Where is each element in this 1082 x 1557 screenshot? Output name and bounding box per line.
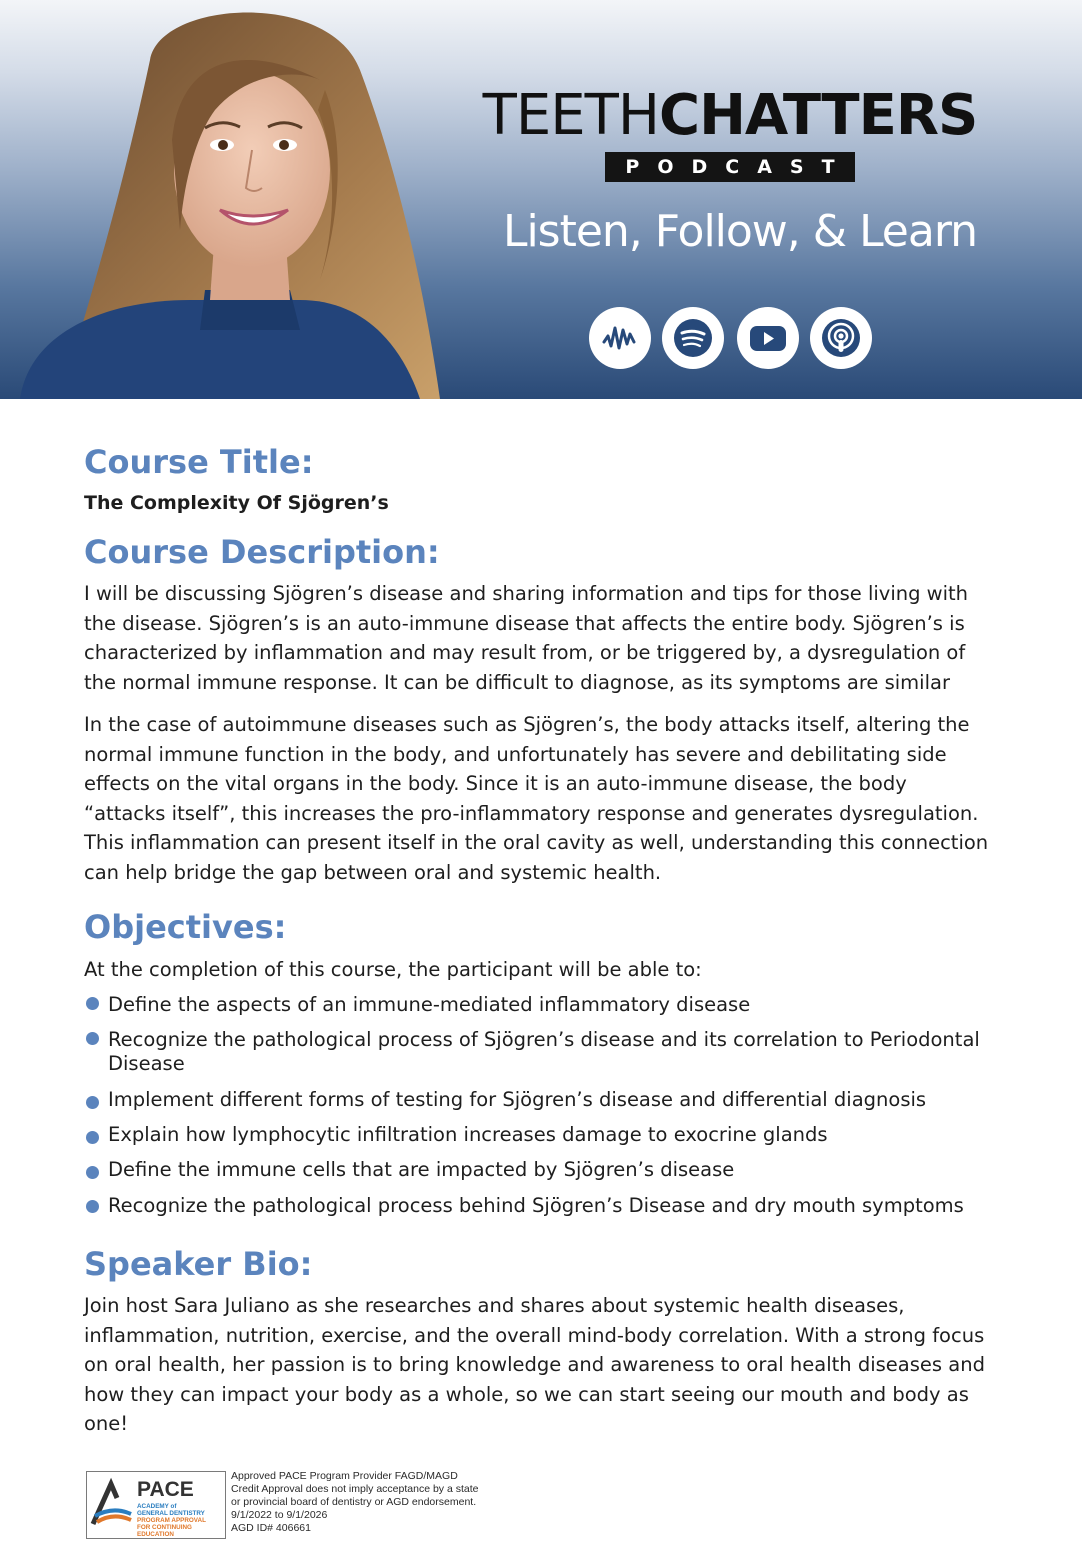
- pace-approval-line: AGD ID# 406661: [231, 1522, 311, 1534]
- podcast-logo: [460, 84, 1000, 182]
- pace-line: ACADEMY of: [137, 1503, 177, 1510]
- logo-title: [460, 84, 1000, 148]
- speaker-bio-text: Join host Sara Juliano as she researches and shares about systemic health diseases, inflammation, nutrition, exercise, and the overall mind-body correlation. With a strong focus on oral health, her passion is to bring knowledge and awareness to oral health diseases and how they can impact your body as a whole, so we can start seeing our mouth and body as one!: [84, 1294, 985, 1435]
- logo-podcast-tag: PODCAST: [605, 152, 854, 182]
- bullet-dot: [86, 1032, 99, 1045]
- logo-chatters: CHATTERS: [658, 83, 978, 148]
- course-description-heading: Course Description:: [84, 533, 440, 571]
- apple-podcasts-icon[interactable]: [810, 307, 872, 369]
- bullet-dot: [86, 1131, 99, 1144]
- bullet-dot: [86, 997, 99, 1010]
- youtube-icon[interactable]: [737, 307, 799, 369]
- bullet-dot: [86, 1166, 99, 1179]
- pace-logo: [86, 1471, 226, 1539]
- pace-line: FOR CONTINUING: [137, 1524, 192, 1531]
- objective-text: Define the aspects of an immune-mediated inflammatory disease: [108, 993, 751, 1016]
- pace-a-mark-icon: [89, 1476, 135, 1536]
- objective-text: Define the immune cells that are impacted by Sjögren’s disease: [108, 1158, 735, 1181]
- logo-teeth: TEETH: [482, 83, 659, 148]
- pace-approval-line: Credit Approval does not imply acceptance by a state: [231, 1483, 479, 1495]
- bullet-dot: [86, 1096, 99, 1109]
- pace-line: PROGRAM APPROVAL: [137, 1517, 206, 1524]
- speaker-bio-heading: Speaker Bio:: [84, 1245, 313, 1283]
- course-title-value: The Complexity Of Sjögren’s: [84, 492, 389, 514]
- host-portrait: [0, 0, 460, 399]
- objective-text: Explain how lymphocytic infiltration increases damage to exocrine glands: [108, 1123, 828, 1146]
- pace-approval-line: or provincial board of dentistry or AGD endorsement.: [231, 1496, 477, 1508]
- podcast-waveform-icon[interactable]: [589, 307, 651, 369]
- pace-word: PACE: [137, 1478, 194, 1501]
- objectives-heading: Objectives:: [84, 908, 287, 946]
- objectives-intro: At the completion of this course, the participant will be able to:: [84, 958, 702, 981]
- objective-text: Recognize the pathological process behind Sjögren’s Disease and dry mouth symptoms: [108, 1194, 964, 1217]
- pace-line: EDUCATION: [137, 1531, 174, 1538]
- header-banner: [0, 0, 1082, 399]
- course-title-heading: Course Title:: [84, 443, 314, 481]
- objective-text: Recognize the pathological process of Sjögren’s disease and its correlation to Periodontal Disease: [108, 1028, 980, 1075]
- pace-approval-text: [231, 1470, 531, 1535]
- spotify-icon[interactable]: [662, 307, 724, 369]
- pace-approval-line: 9/1/2022 to 9/1/2026: [231, 1509, 328, 1521]
- bullet-dot: [86, 1200, 99, 1213]
- objective-text: Implement different forms of testing for Sjögren’s disease and differential diagnosis: [108, 1088, 927, 1111]
- tagline: Listen, Follow, & Learn: [502, 206, 978, 257]
- course-description-paragraph-1: I will be discussing Sjögren’s disease and sharing information and tips for those living with the disease. Sjögren’s is an auto-immune disease that affects the entire body. Sjögren’s is characterized by inflammation and may result from, or be triggered by, a dysregulation of the normal immune response. It can be difficult to diagnose, as its symptoms are similar: [84, 582, 969, 694]
- course-description-paragraph-2: In the case of autoimmune diseases such as Sjögren’s, the body attacks itself, altering the normal immune function in the body, and unfortunately has severe and debilitating side effects on the vital organs in the body. Since it is an auto-immune disease, the body “attacks itself”, this increases the pro-inflammatory response and generates dysregulation. This inflammation can present itself in the oral cavity as well, understanding this connection can help bridge the gap between oral and systemic health.: [84, 713, 989, 884]
- pace-line: GENERAL DENTISTRY: [137, 1510, 205, 1517]
- pace-approval-line: Approved PACE Program Provider FAGD/MAGD: [231, 1470, 458, 1482]
